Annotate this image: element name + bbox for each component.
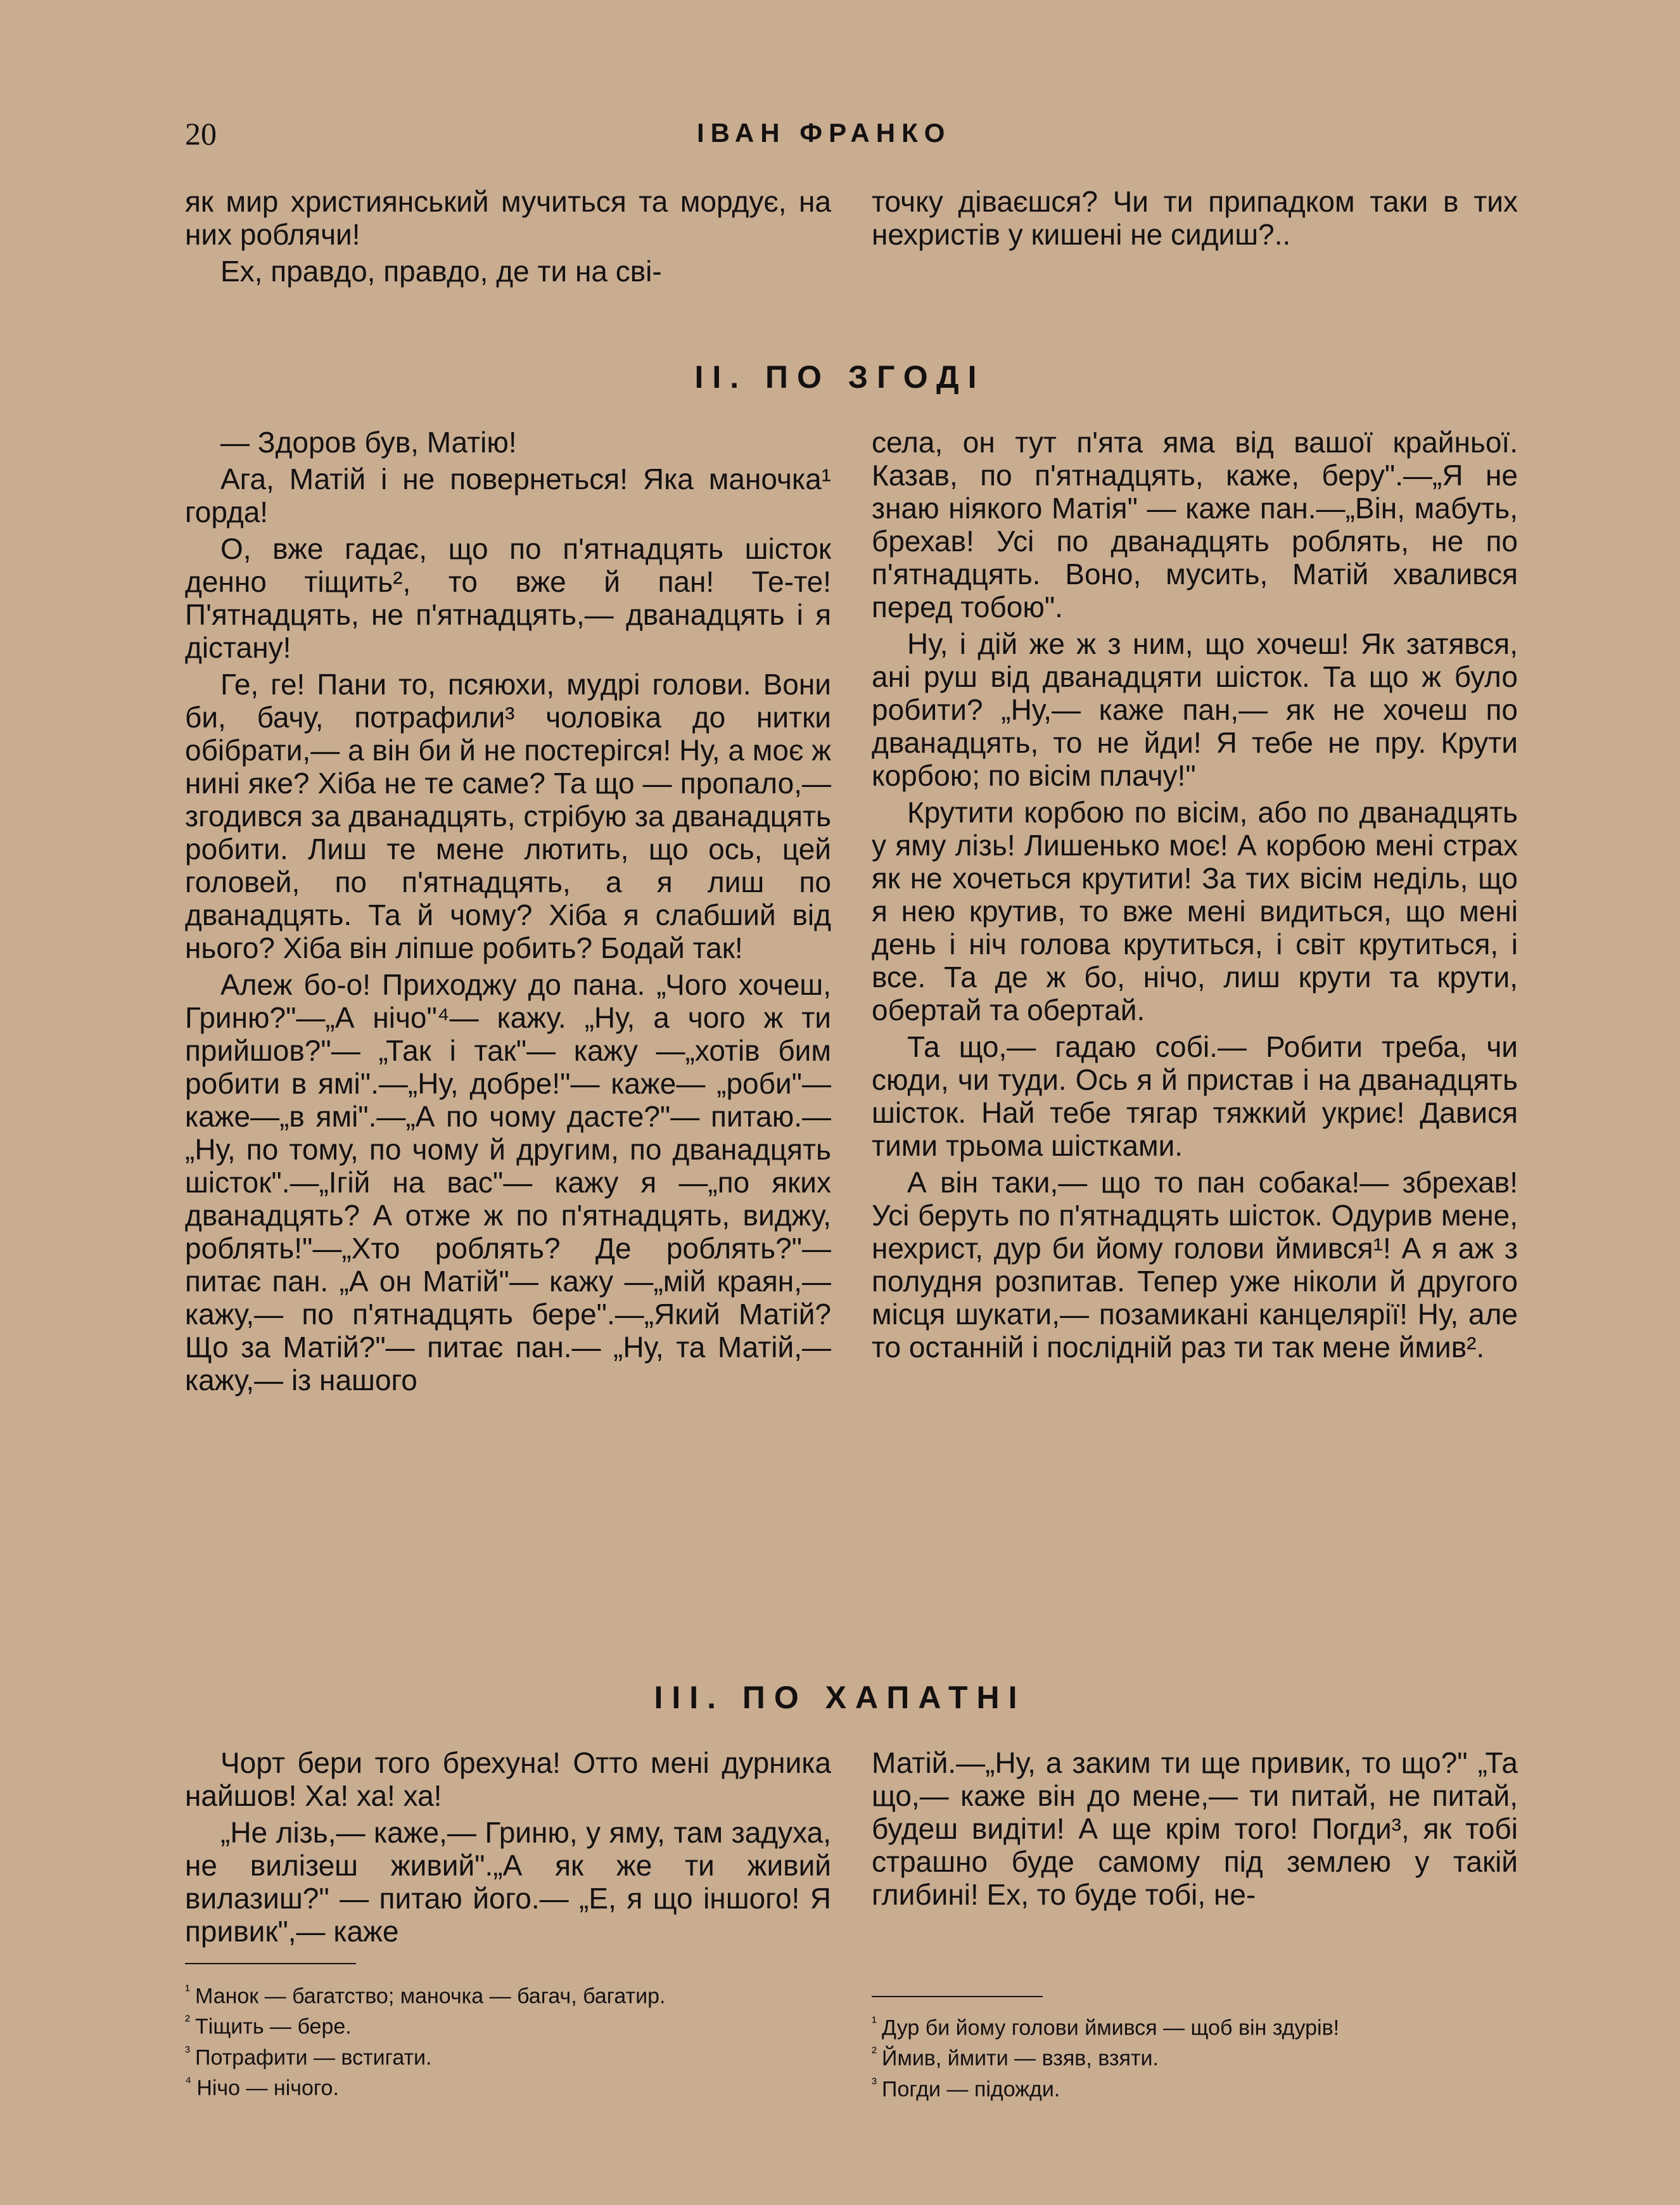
section3-right-column [872,1746,1518,1915]
running-title: ІВАН ФРАНКО [697,118,951,148]
top-left-column [185,185,831,291]
footnote: $^{^2}$ Ймив, ймити — взяв, взяти. [872,2044,1159,2071]
paragraph: як мир християнський мучиться та мордує, на них роблячи! [185,185,831,251]
paragraph: Ага, Матій і не повернеться! Яка маночка¹ горда! [185,463,831,528]
section-heading-iii: III. ПО ХАПАТНІ [654,1680,1026,1715]
paragraph: села, он тут п'ята яма від вашої крайньої. Казав, по п'ятнадцять, каже, беру".—„Я не знаю ніякого Матія" — каже пан.—„Він, мабуть, брехав! Усі по дванадцять роблять, не по п'ятнадцять. Воно, мусить, Матій хвалився перед тобою". [872,426,1518,623]
paragraph: „Не лізь,— каже,— Гриню, у яму, там задуха, не вилізеш живий".„А як же ти живий вилазиш?" — питаю його.— „Е, я що іншого! Я привик",— каже [185,1816,831,1948]
section2-right-column [872,426,1518,1367]
section-heading-ii: II. ПО ЗГОДІ [694,359,986,395]
paragraph: Матій.—„Ну, а заким ти ще привик, то що?" „Та що,— каже він до мене,— ти питай, не питай, будеш видіти! А ще крім того! Погди³, як тобі страшно буде самому під землею у такій глибині! Ех, то буде тобі, не- [872,1746,1518,1911]
section2-left-column [185,426,831,1400]
footnote: $^{^3}$ Потрафити — встигати. [185,2043,432,2069]
footnote: $^{^1}$ Манок — багатство; маночка — багач, багатир. [185,1982,666,2009]
paragraph: А він таки,— що то пан собака!— збрехав! Усі беруть по п'ятнадцять шісток. Одурив мене, нехрист, дур би йому голови ймився¹! А я аж з полудня розпитав. Тепер уже ніколи й другого місця шукати,— позамикані канцелярії! Ну, але то останній і послідній раз ти так мене ймив². [872,1166,1518,1364]
paragraph: Ех, правдо, правдо, де ти на сві- [220,255,662,288]
page-number: 20 [185,116,217,151]
paragraph: Крутити корбою по вісім, або по дванадцять у яму лізь! Лишенько моє! А корбою мені страх як не хочеться крутити! За тих вісім неділь, що я нею крутив, то вже мені видиться, що мені день і ніч голова крутиться, і світ крутиться, і все. Та де ж бо, нічо, лиш крути та крути, обертай та обертай. [872,796,1518,1026]
paragraph: Ге, ге! Пани то, псяюхи, мудрі голови. Вони би, бачу, потрафили³ чоловіка до нитки обібрати,— а він би й не постерігся! Ну, а моє ж нині яке? Хіба не те саме? Та що — пропало,— згодився за дванадцять, стрібую за дванадцять робити. Лиш те мене лютить, що ось, цей головей, по п'ятнадцять, а я лиш по дванадцять. Та й чому? Хіба я слабший від нього? Хіба він ліпше робить? Бодай так! [185,668,831,964]
footnote: $^{^3}$ Погди — підожди. [872,2074,1060,2101]
top-right-column [872,185,1518,255]
footnotes-left [185,1978,837,2100]
paragraph: Та що,— гадаю собі.— Робити треба, чи сюди, чи туди. Ось я й пристав і на дванадцять шісток. Най тебе тягар тяжкий укриє! Давися тими трьома шістками. [872,1030,1518,1162]
paragraph: точку діваєшся? Чи ти припадком таки в тих нехристів у кишені не сидиш?.. [872,185,1518,251]
footnote-rule-right [872,1996,1043,1997]
paragraph: — Здоров був, Матію! [220,426,517,459]
paragraph: Ну, і дій же ж з ним, що хочеш! Як затявся, ані руш від дванадцяти шісток. Та що ж було робити? „Ну,— каже пан,— як не хочеш по дванадцять, то не йди! Я тебе не пру. Крути корбою; по вісім плачу!" [872,627,1518,792]
footnote-rule-left [185,1963,356,1964]
footnote: $^{^2}$ Тіщить — бере. [185,2012,352,2039]
footnote: $^{^1}$ Дур би йому голови ймився — щоб він здурів! [872,2014,1340,2040]
paragraph: О, вже гадає, що по п'ятнадцять шісток денно тіщить², то вже й пан! Те-те! П'ятнадцять, не п'ятнадцять,— дванадцять і я дістану! [185,532,831,664]
paragraph: Алеж бо-о! Приходжу до пана. „Чого хочеш, Гриню?"—„А нічо"⁴— кажу. „Ну, а чого ж ти прийшов?"— „Так і так"— кажу —„хотів бим робити в ямі".—„Ну, добре!"— каже— „роби"— каже—„в ямі".—„А по чому дасте?"— питаю.—„Ну, по тому, по чому й другим, по дванадцять шісток".—„Ігій на вас"— кажу я —„по яких дванадцять? А отже ж по п'ятнадцять, виджу, роблять!"—„Хто роблять? Де роблять?"— питає пан. „А он Матій"— кажу —„мій краян,— кажу,— по п'ятнадцять бере".—„Який Матій? Що за Матій?"— питає пан.— „Ну, та Матій,— кажу,— із нашого [185,968,831,1396]
paragraph: Чорт бери того брехуна! Отто мені дурника найшов! Ха! ха! ха! [185,1746,831,1812]
section3-left-column [185,1746,831,1952]
footnotes-right [872,2010,1524,2102]
footnote: $^{^4}$ Нічо — нічого. [185,2073,339,2100]
